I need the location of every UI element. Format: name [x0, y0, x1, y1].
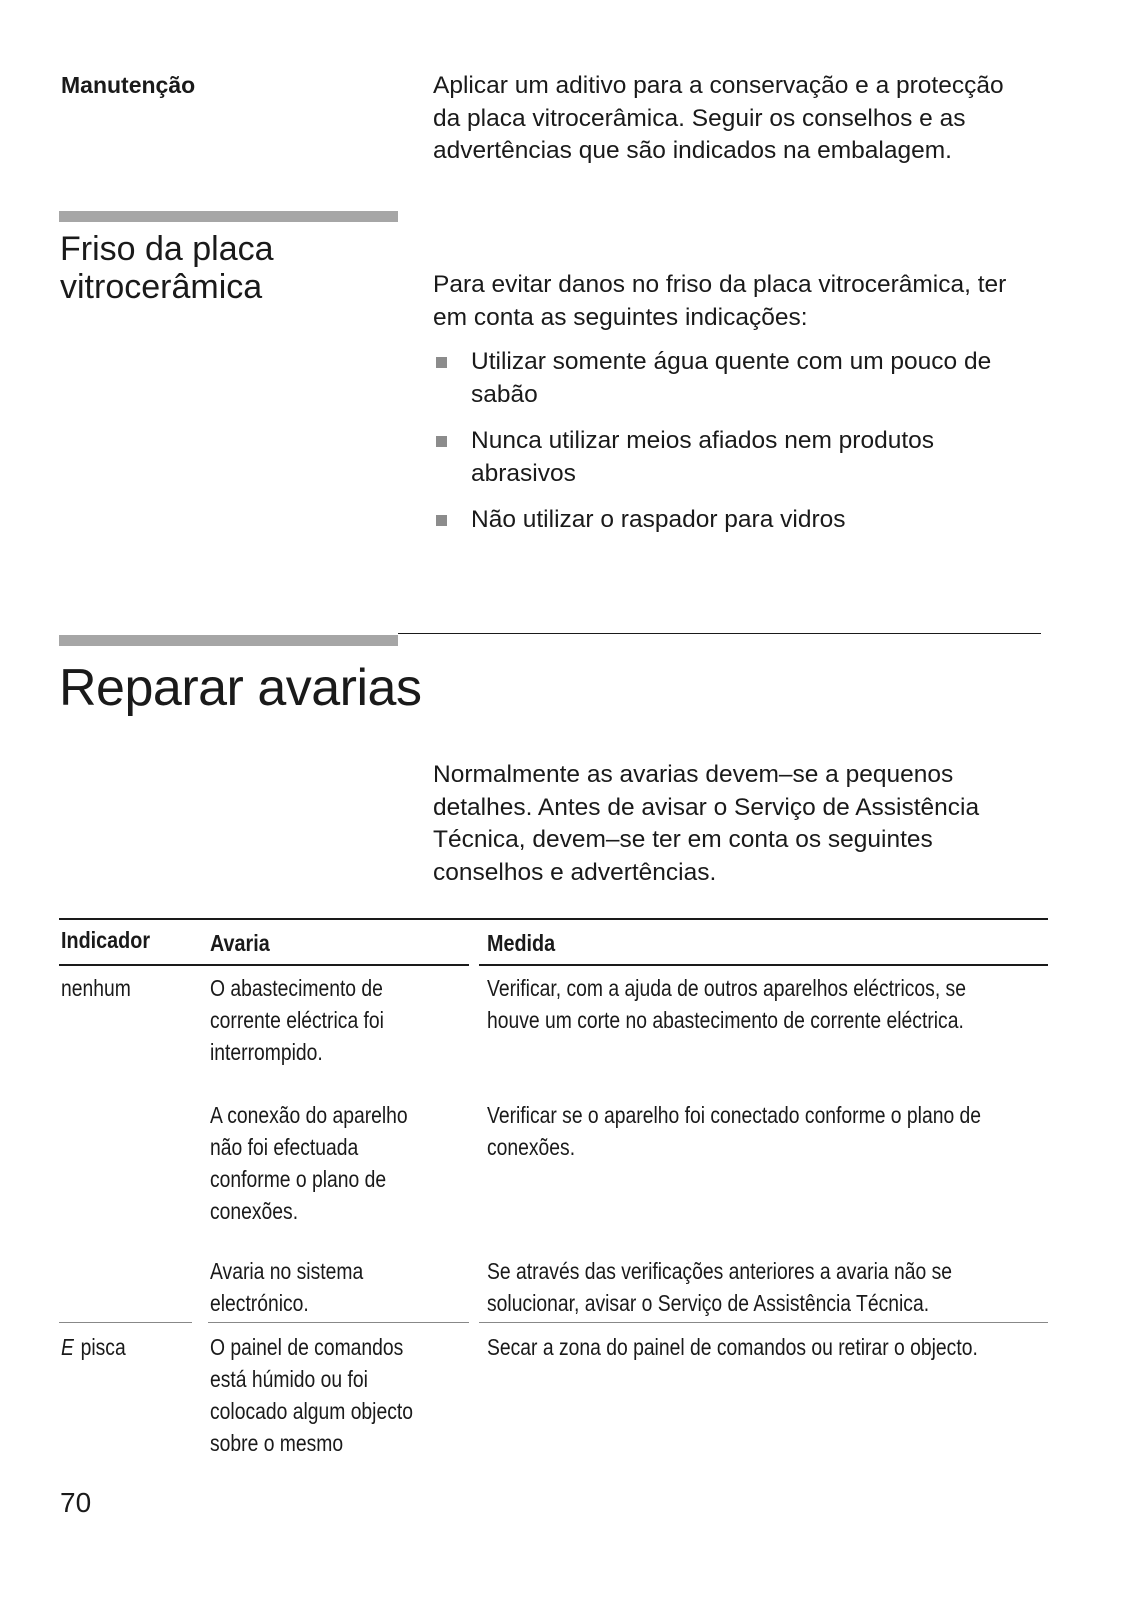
cell-line: O painel de comandos — [210, 1334, 404, 1360]
row-measure — [487, 972, 966, 1036]
repair-intro — [433, 759, 979, 889]
title-line: Friso da placa — [60, 230, 274, 268]
header-fault: Avaria — [210, 930, 270, 956]
cell-line: interrompido. — [210, 1039, 323, 1065]
row-measure — [487, 1331, 978, 1363]
frieze-title — [60, 230, 274, 306]
row-fault — [210, 1255, 363, 1319]
chapter-title: Reparar avarias — [59, 659, 422, 717]
cell-line: electrónico. — [210, 1290, 309, 1316]
cell-line: conforme o plano de — [210, 1166, 387, 1192]
text-line: Aplicar um aditivo para a conservação e a protecção — [433, 72, 1004, 99]
row-separator — [208, 1322, 469, 1323]
text-line: conselhos e advertências. — [433, 858, 717, 886]
frieze-intro — [433, 269, 1006, 334]
row-separator — [59, 1322, 192, 1323]
section-divider — [59, 211, 398, 222]
cell-line: colocado algum objecto — [210, 1398, 414, 1424]
row-fault — [210, 1099, 408, 1227]
text-line: Para evitar danos no friso da placa vitrocerâmica, ter — [433, 271, 1007, 298]
chapter-divider-bar — [59, 635, 398, 646]
square-bullet-icon — [436, 436, 447, 447]
text-line: Técnica, devem–se ter em conta os seguintes — [433, 826, 933, 853]
indicator-line — [61, 1331, 126, 1363]
row-measure — [487, 1099, 981, 1163]
cell-line: Verificar se o aparelho foi conectado conforme o plano de — [487, 1102, 982, 1128]
title-line: vitrocerâmica — [60, 268, 263, 306]
cell-line: conexões. — [210, 1198, 299, 1224]
row-fault — [210, 1331, 413, 1459]
indicator-text: pisca — [80, 1334, 126, 1360]
square-bullet-icon — [436, 515, 447, 526]
text-line: detalhes. Antes de avisar o Serviço de Assistência — [433, 793, 980, 821]
text-line: Utilizar somente água quente com um pouco de — [471, 348, 992, 375]
cell-line: conexões. — [487, 1134, 576, 1160]
header-rule-right — [479, 964, 1048, 966]
text-line: Não utilizar o raspador para vidros — [471, 506, 846, 533]
list-item — [433, 425, 1053, 490]
maintenance-label: Manutenção — [61, 72, 196, 98]
cell-line: corrente eléctrica foi — [210, 1007, 384, 1033]
header-indicator: Indicador — [61, 927, 151, 953]
maintenance-text — [433, 70, 1004, 168]
row-indicator — [61, 1331, 126, 1363]
header-rule-left — [59, 964, 469, 966]
row-fault — [210, 972, 384, 1068]
row-measure — [487, 1255, 952, 1319]
text-line: Normalmente as avarias devem–se a pequenos — [433, 761, 954, 788]
text-line: da placa vitrocerâmica. Seguir os conselhos e as — [433, 104, 966, 132]
header-measure: Medida — [487, 930, 556, 956]
cell-line: Secar a zona do painel de comandos ou retirar o objecto. — [487, 1334, 978, 1360]
cell-line: sobre o mesmo — [210, 1430, 344, 1456]
display-e-symbol: E — [61, 1334, 74, 1360]
text-line: sabão — [471, 380, 538, 408]
cell-line: A conexão do aparelho — [210, 1102, 408, 1128]
cell-line: houve um corte no abastecimento de corrente eléctrica. — [487, 1007, 964, 1033]
text-line: abrasivos — [471, 459, 576, 487]
text-line: advertências que são indicados na embalagem. — [433, 137, 952, 164]
cell-line: não foi efectuada — [210, 1134, 359, 1160]
cell-line: O abastecimento de — [210, 975, 383, 1001]
row-separator — [479, 1322, 1048, 1323]
cell-line: Verificar, com a ajuda de outros aparelhos eléctricos, se — [487, 975, 966, 1001]
square-bullet-icon — [436, 357, 447, 368]
page-number: 70 — [60, 1487, 92, 1518]
table-top-rule — [59, 918, 1048, 920]
chapter-divider-line — [398, 633, 1041, 634]
cell-line: solucionar, avisar o Serviço de Assistência Técnica. — [487, 1290, 930, 1316]
cell-line: Avaria no sistema — [210, 1258, 364, 1284]
cell-line: Se através das verificações anteriores a avaria não se — [487, 1258, 953, 1284]
text-line: Nunca utilizar meios afiados nem produtos — [471, 427, 935, 454]
list-item — [433, 346, 1053, 411]
text-line: em conta as seguintes indicações: — [433, 303, 808, 331]
frieze-bullet-list — [433, 346, 1053, 551]
list-item — [433, 504, 1053, 537]
cell-line: está húmido ou foi — [210, 1366, 368, 1392]
row-indicator: nenhum — [61, 975, 131, 1001]
